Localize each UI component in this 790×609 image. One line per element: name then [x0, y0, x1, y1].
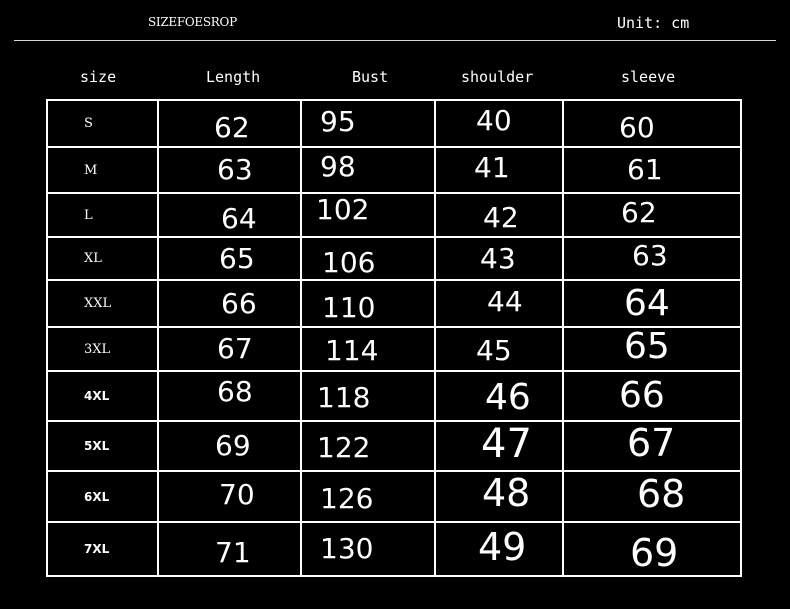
bust-value: 106: [322, 245, 376, 279]
shoulder-value: 45: [476, 334, 512, 367]
sleeve-value: 63: [632, 238, 668, 272]
table-row: [47, 327, 741, 371]
shoulder-cell: [435, 471, 563, 522]
shoulder-cell: [435, 280, 563, 327]
shoulder-value: 43: [480, 241, 516, 275]
bust-cell: [301, 371, 435, 421]
shoulder-cell: [435, 237, 563, 280]
shoulder-value: 48: [482, 470, 531, 515]
shoulder-value: 47: [481, 421, 532, 467]
length-value: 71: [215, 536, 251, 569]
length-cell: [158, 327, 301, 371]
size-cell: XXL: [47, 280, 158, 327]
bust-value: 102: [316, 193, 370, 226]
table-row: [47, 371, 741, 421]
size-cell: S: [47, 100, 158, 147]
shoulder-cell: [435, 193, 563, 237]
length-cell: [158, 280, 301, 327]
column-header-shoulder: shoulder: [461, 68, 534, 86]
header-rule: [14, 40, 776, 41]
sleeve-cell: [563, 522, 741, 576]
bust-value: 114: [325, 334, 379, 367]
sleeve-value: 68: [637, 471, 686, 516]
shoulder-cell: [435, 100, 563, 147]
shoulder-cell: [435, 522, 563, 576]
length-value: 70: [219, 477, 255, 511]
shoulder-value: 42: [483, 201, 519, 234]
sleeve-cell: [563, 327, 741, 371]
length-value: 63: [217, 153, 253, 186]
sleeve-cell: [563, 237, 741, 280]
bust-cell: [301, 193, 435, 237]
length-cell: [158, 421, 301, 471]
bust-value: 122: [317, 431, 371, 464]
size-cell: 6XL: [47, 471, 158, 522]
table-row: [47, 237, 741, 280]
sleeve-cell: [563, 421, 741, 471]
column-header-sleeve: sleeve: [621, 68, 676, 86]
shoulder-value: 46: [485, 377, 531, 418]
column-header-bust: Bust: [352, 68, 389, 86]
sleeve-value: 69: [630, 531, 679, 575]
table-row: [47, 100, 741, 147]
table-row: [47, 471, 741, 522]
length-cell: [158, 471, 301, 522]
bust-value: 95: [320, 104, 356, 138]
sleeve-value: 61: [627, 153, 663, 186]
bust-value: 130: [320, 532, 374, 565]
sleeve-cell: [563, 280, 741, 327]
table-row: [47, 193, 741, 237]
table-row: [47, 522, 741, 576]
column-header-length: Length: [206, 68, 261, 86]
bust-cell: [301, 280, 435, 327]
length-value: 69: [215, 429, 251, 462]
length-cell: [158, 522, 301, 576]
column-header-size: size: [80, 68, 117, 86]
shoulder-cell: [435, 327, 563, 371]
sleeve-cell: [563, 100, 741, 147]
length-value: 66: [221, 286, 257, 320]
bust-cell: [301, 100, 435, 147]
bust-value: 118: [317, 381, 371, 414]
shoulder-cell: [435, 421, 563, 471]
length-value: 64: [221, 202, 257, 235]
bust-cell: [301, 147, 435, 193]
length-value: 68: [217, 375, 253, 408]
sleeve-value: 62: [621, 196, 657, 229]
length-cell: [158, 237, 301, 280]
sleeve-value: 67: [627, 421, 676, 465]
shoulder-value: 40: [476, 103, 512, 137]
bust-cell: [301, 421, 435, 471]
bust-value: 110: [322, 290, 376, 324]
bust-value: 98: [320, 150, 356, 183]
shoulder-value: 44: [487, 284, 523, 318]
bust-cell: [301, 237, 435, 280]
sleeve-value: 65: [624, 326, 670, 367]
sleeve-value: 64: [624, 282, 670, 324]
length-cell: [158, 371, 301, 421]
size-cell: L: [47, 193, 158, 237]
shoulder-cell: [435, 371, 563, 421]
bust-cell: [301, 327, 435, 371]
size-cell: 7XL: [47, 522, 158, 576]
bust-cell: [301, 471, 435, 522]
sleeve-value: 66: [619, 375, 665, 416]
table-row: [47, 421, 741, 471]
length-cell: [158, 193, 301, 237]
length-cell: [158, 147, 301, 193]
shoulder-value: 49: [478, 525, 527, 569]
size-chart-table: [46, 99, 742, 577]
size-cell: 5XL: [47, 421, 158, 471]
sleeve-cell: [563, 471, 741, 522]
size-cell: M: [47, 147, 158, 193]
length-value: 62: [214, 110, 250, 144]
length-value: 67: [217, 332, 253, 365]
unit-label: Unit: cm: [617, 14, 690, 32]
sleeve-cell: [563, 193, 741, 237]
table-row: [47, 280, 741, 327]
bust-value: 126: [320, 481, 374, 515]
size-cell: 4XL: [47, 371, 158, 421]
sleeve-cell: [563, 147, 741, 193]
shoulder-cell: [435, 147, 563, 193]
sleeve-cell: [563, 371, 741, 421]
length-cell: [158, 100, 301, 147]
brand-label: SIZEFOESROP: [148, 15, 237, 29]
bust-cell: [301, 522, 435, 576]
size-chart-body: [47, 100, 741, 576]
sleeve-value: 60: [619, 110, 655, 144]
table-row: [47, 147, 741, 193]
length-value: 65: [219, 241, 255, 275]
shoulder-value: 41: [474, 151, 510, 184]
size-cell: 3XL: [47, 327, 158, 371]
size-cell: XL: [47, 237, 158, 280]
